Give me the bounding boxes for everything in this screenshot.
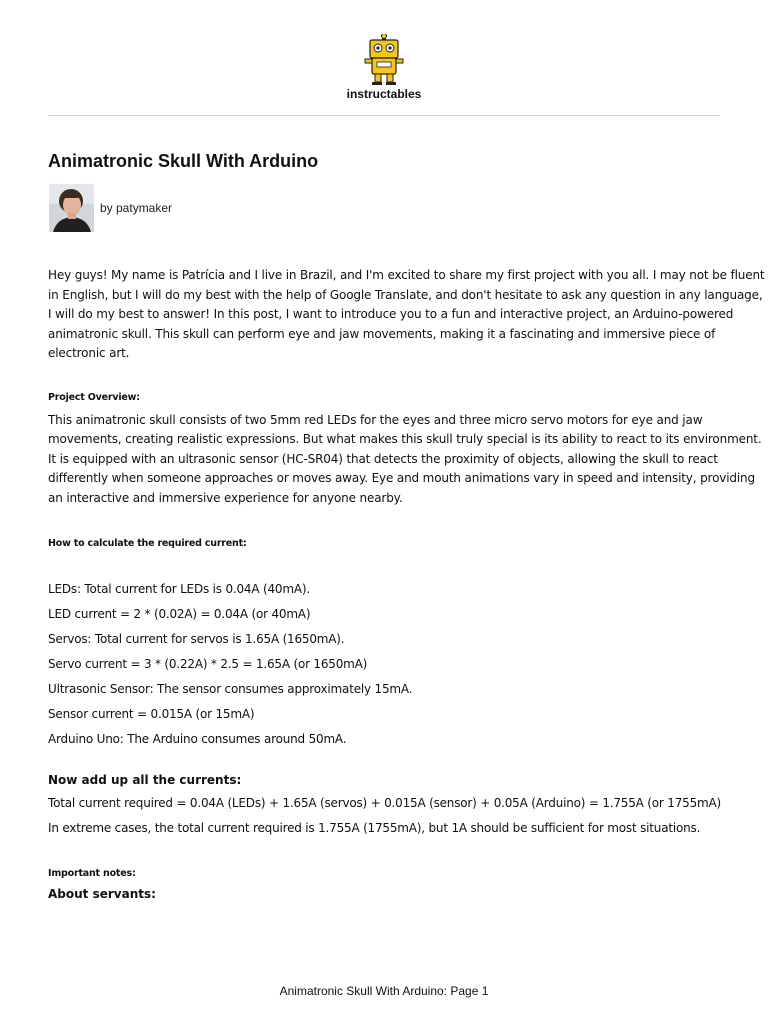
- overview-heading: Project Overview:: [48, 391, 140, 403]
- brand-name[interactable]: instructables: [346, 87, 422, 101]
- calc-line: Arduino Uno: The Arduino consumes around 50mA.: [48, 732, 347, 746]
- current-heading: How to calculate the required current:: [48, 538, 247, 549]
- servants-heading: About servants:: [48, 887, 156, 901]
- text-line: differently when someone approaches or moves away. Eye and mouth animations vary in speed and intensity, providing: [48, 471, 755, 485]
- text-line: This animatronic skull consists of two 5mm red LEDs for the eyes and three micro servo motors for eye and jaw: [48, 412, 703, 427]
- header-divider: [48, 115, 720, 116]
- text-line: movements, creating realistic expressions. But what makes this skull truly special is its ability to react to its environment.: [48, 432, 762, 446]
- calc-line: Sensor current = 0.015A (or 15mA): [48, 707, 255, 721]
- page-footer: Animatronic Skull With Arduino: Page 1: [279, 984, 489, 998]
- text-line: animatronic skull. This skull can perform eye and jaw movements, making it a fascinating and immersive piece of: [48, 326, 716, 341]
- overview-paragraph: [48, 411, 762, 509]
- calc-line: Servos: Total current for servos is 1.65A (1650mA).: [48, 632, 345, 646]
- author-avatar[interactable]: [49, 184, 94, 232]
- text-line: It is equipped with an ultrasonic sensor (HC-SR04) that detects the proximity of objects, allowing the skull to react: [48, 451, 718, 466]
- intro-paragraph: [48, 266, 765, 364]
- calc-line: Ultrasonic Sensor: The sensor consumes approximately 15mA.: [48, 682, 413, 696]
- author-byline[interactable]: by patymaker: [100, 201, 173, 215]
- text-line: an interactive and immersive experience for anyone nearby.: [48, 490, 403, 505]
- sum-heading: Now add up all the currents:: [48, 773, 242, 787]
- sum-list: [48, 795, 728, 836]
- current-calculation-list: [48, 581, 728, 747]
- instructables-robot-logo-icon[interactable]: [360, 34, 408, 86]
- text-line: electronic art.: [48, 346, 130, 360]
- site-header: [0, 0, 768, 116]
- article-body: [48, 266, 765, 901]
- calc-line: Servo current = 3 * (0.22A) * 2.5 = 1.65A (or 1650mA): [48, 657, 368, 671]
- page-title: Animatronic Skull With Arduino: [48, 151, 319, 171]
- calc-line: LED current = 2 * (0.02A) = 0.04A (or 40mA): [48, 607, 311, 621]
- text-line: Hey guys! My name is Patrícia and I live in Brazil, and I'm excited to share my first project with you all. I may not be fluent: [48, 268, 765, 282]
- calc-line: In extreme cases, the total current required is 1.755A (1755mA), but 1A should be sufficient for most situations.: [48, 821, 701, 835]
- calc-line: LEDs: Total current for LEDs is 0.04A (40mA).: [48, 582, 310, 596]
- text-line: in English, but I will do my best with the help of Google Translate, and don't hesitate to ask any question in any language,: [48, 287, 763, 302]
- text-line: I will do my best to answer! In this post, I want to introduce you to a fun and interactive project, an Arduino-powered: [48, 307, 734, 321]
- notes-heading: Important notes:: [48, 868, 136, 879]
- calc-line: Total current required = 0.04A (LEDs) + 1.65A (servos) + 0.015A (sensor) + 0.05A (Arduino) = 1.755A (or 1755mA): [48, 796, 721, 810]
